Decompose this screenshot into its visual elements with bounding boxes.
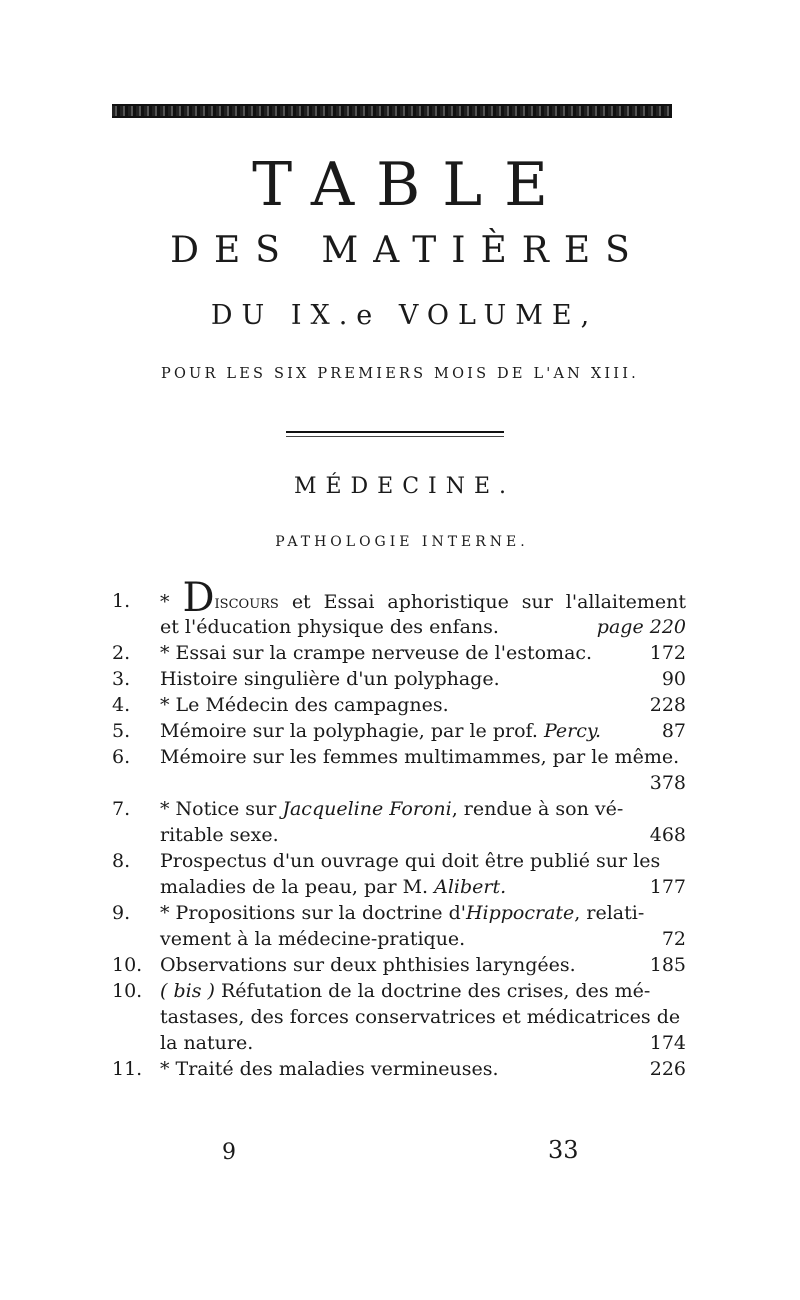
page-number: 33 <box>548 1136 579 1164</box>
entry-number: 1. <box>112 590 131 612</box>
entry-number: 8. <box>112 850 131 872</box>
entry-number: 10. <box>112 954 143 976</box>
period-heading: POUR LES SIX PREMIERS MOIS DE L'AN XIII. <box>161 366 639 382</box>
entry-text-line <box>160 744 686 770</box>
entry-text-line <box>160 952 686 978</box>
entry-text: , relati- <box>574 902 645 924</box>
entry-text: ritable sexe. <box>160 824 279 846</box>
bis-marker: ( bis ) <box>160 980 215 1002</box>
author-name: Percy. <box>543 720 602 742</box>
asterisk-mark: * <box>160 591 170 613</box>
entry-page: 226 <box>649 1058 686 1080</box>
small-caps-word: iscours <box>214 591 279 613</box>
entry-text: , rendue à son vé- <box>451 798 624 820</box>
entry-text: Mémoire sur les femmes multimammes, par le même. <box>160 746 680 768</box>
entry-text: Réfutation de la doctrine des crises, des mé- <box>220 980 651 1002</box>
section-title: MÉDECINE. <box>293 474 516 499</box>
entry-page: 378 <box>649 772 686 794</box>
entry-number: 3. <box>112 668 131 690</box>
entry-text: et l'éducation physique des enfans. <box>160 616 499 638</box>
entry-text: et Essai aphoristique sur l'allaitement <box>291 591 687 613</box>
author-name: Hippocrate <box>465 902 575 924</box>
entry-text: Histoire singulière d'un polyphage. <box>160 668 500 690</box>
entry-page: 90 <box>661 668 686 690</box>
entry-text-line <box>160 900 686 926</box>
entry-text: * Le Médecin des campagnes. <box>160 694 449 716</box>
entry-page: 174 <box>649 1032 686 1054</box>
entry-text-line <box>160 874 686 900</box>
entry-text: Mémoire sur la polyphagie, par le prof. <box>160 720 538 742</box>
volume-heading: DU IX.e VOLUME, <box>210 300 599 331</box>
entry-text: la nature. <box>160 1032 254 1054</box>
entry-number: 6. <box>112 746 131 768</box>
author-name: Alibert. <box>434 876 507 898</box>
entry-number: 4. <box>112 694 131 716</box>
drop-capital: D <box>182 575 215 621</box>
page-subtitle: DES MATIÈRES <box>170 230 645 271</box>
entry-text-line <box>160 666 686 692</box>
entry-text: * Essai sur la crampe nerveuse de l'estomac. <box>160 642 593 664</box>
entry-text-line <box>160 1056 686 1082</box>
entry-page: page 220 <box>596 616 686 638</box>
entry-text: Prospectus d'un ouvrage qui doit être publié sur les <box>160 850 661 872</box>
entry-number: 9. <box>112 902 131 924</box>
entry-page: 172 <box>649 642 686 664</box>
entry-page: 468 <box>649 824 686 846</box>
person-name: Jacqueline Foroni <box>282 798 452 820</box>
signature-mark: 9 <box>222 1140 236 1165</box>
entry-number: 11. <box>112 1058 143 1080</box>
entry-page: 87 <box>661 720 686 742</box>
entry-text: tastases, des forces conservatrices et médicatrices de <box>160 1006 681 1028</box>
entry-text-line <box>160 1004 686 1030</box>
entry-number: 7. <box>112 798 131 820</box>
entry-text-line <box>160 640 686 666</box>
entry-text-line <box>160 770 686 796</box>
entry-text: maladies de la peau, par M. <box>160 876 429 898</box>
entry-text-line <box>160 978 686 1004</box>
entry-text-line <box>160 848 686 874</box>
entry-page: 72 <box>661 928 686 950</box>
entry-number: 10. <box>112 980 143 1002</box>
entry-page: 228 <box>649 694 686 716</box>
entry-page: 177 <box>649 876 686 898</box>
entry-text-line <box>160 575 687 621</box>
top-ornamental-rule <box>112 104 672 118</box>
entry-text: * Traité des maladies vermineuses. <box>160 1058 499 1080</box>
entry-text-line <box>160 1030 686 1056</box>
entry-text-line <box>160 614 686 640</box>
entry-text: Observations sur deux phthisies laryngées. <box>160 954 576 976</box>
page-title: TABLE <box>252 150 570 220</box>
entry-number: 5. <box>112 720 131 742</box>
entry-page: 185 <box>649 954 686 976</box>
entry-text: vement à la médecine-pratique. <box>160 928 466 950</box>
section-divider <box>286 431 504 437</box>
entry-number: 2. <box>112 642 131 664</box>
entry-text-line <box>160 796 686 822</box>
section-subtitle: PATHOLOGIE INTERNE. <box>275 534 529 550</box>
entry-text-line <box>160 718 686 744</box>
entry-text: * Propositions sur la doctrine d' <box>160 902 466 924</box>
entry-text-line <box>160 692 686 718</box>
entry-text-line <box>160 822 686 848</box>
entry-text-line <box>160 926 686 952</box>
entry-text: * Notice sur <box>160 798 277 820</box>
